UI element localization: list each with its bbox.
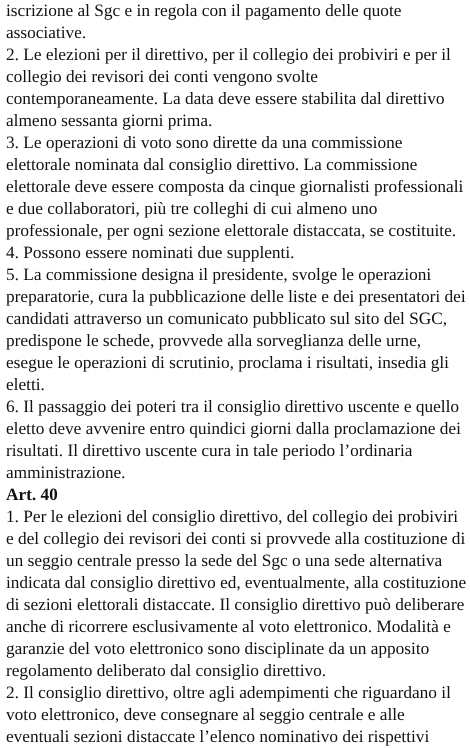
text-line: di sezioni elettorali distaccate. Il consiglio direttivo può deliberare (6, 595, 465, 614)
text-line: e due collaboratori, più tre colleghi di cui almeno uno (6, 199, 378, 218)
text-line: 2. Il consiglio direttivo, oltre agli adempimenti che riguardano il (6, 683, 451, 702)
text-line: regolamento deliberato dal consiglio direttivo. (6, 661, 327, 680)
text-line: professionale, per ogni sezione elettorale distaccata, se costituite. (6, 221, 457, 240)
text-line: predispone le schede, provvede alla sorveglianza delle urne, (6, 331, 422, 350)
text-line: contemporaneamente. La data deve essere stabilita dal direttivo (6, 89, 445, 108)
text-line: preparatorie, cura la pubblicazione delle liste e dei presentatori dei (6, 287, 466, 306)
text-line: 6. Il passaggio dei poteri tra il consiglio direttivo uscente e quello (6, 397, 460, 416)
text-line: esegue le operazioni di scrutinio, proclama i risultati, insedia gli (6, 353, 449, 372)
text-line: iscrizione al Sgc e in regola con il pagamento delle quote (6, 1, 402, 20)
text-line: elettorale nominata dal consiglio direttivo. La commissione (6, 155, 418, 174)
text-line: voto elettronico, deve consegnare al seggio centrale e alle (6, 705, 405, 724)
text-line: 3. Le operazioni di voto sono dirette da una commissione (6, 133, 403, 152)
document-page (6, 0, 466, 748)
text-line: indicata dal consiglio direttivo ed, eventualmente, alla costituzione (6, 573, 467, 592)
text-line: anche di ricorrere esclusivamente al voto elettronico. Modalità e (6, 617, 451, 636)
article-heading: Art. 40 (6, 485, 58, 504)
text-line: elettorale deve essere composta da cinque giornalisti professionali (6, 177, 464, 196)
text-line: 5. La commissione designa il presidente, svolge le operazioni (6, 265, 432, 284)
text-line: risultati. Il direttivo uscente cura in tale periodo l’ordinaria (6, 441, 413, 460)
text-line: almeno sessanta giorni prima. (6, 111, 213, 130)
text-line: garanzie del voto elettronico sono disciplinate da un apposito (6, 639, 430, 658)
text-line: 4. Possono essere nominati due supplenti. (6, 243, 295, 262)
text-line: 2. Le elezioni per il direttivo, per il collegio dei probiviri e per il (6, 45, 451, 64)
text-line: collegio dei revisori dei conti vengono svolte (6, 67, 318, 86)
text-line: associative. (6, 23, 87, 42)
text-line: eventuali sezioni distaccate l’elenco nominativo dei rispettivi (6, 727, 430, 746)
text-line: un seggio centrale presso la sede del Sgc o una sede alternativa (6, 551, 443, 570)
text-line: 1. Per le elezioni del consiglio direttivo, del collegio dei probiviri (6, 507, 459, 526)
text-line: e del collegio dei revisori dei conti si provvede alla costituzione di (6, 529, 466, 548)
text-line: eletto deve avvenire entro quindici giorni dalla proclamazione dei (6, 419, 461, 438)
text-line: eletti. (6, 375, 45, 394)
text-line: amministrazione. (6, 463, 126, 482)
text-line: candidati attraverso un comunicato pubblicato sul sito del SGC, (6, 309, 448, 328)
